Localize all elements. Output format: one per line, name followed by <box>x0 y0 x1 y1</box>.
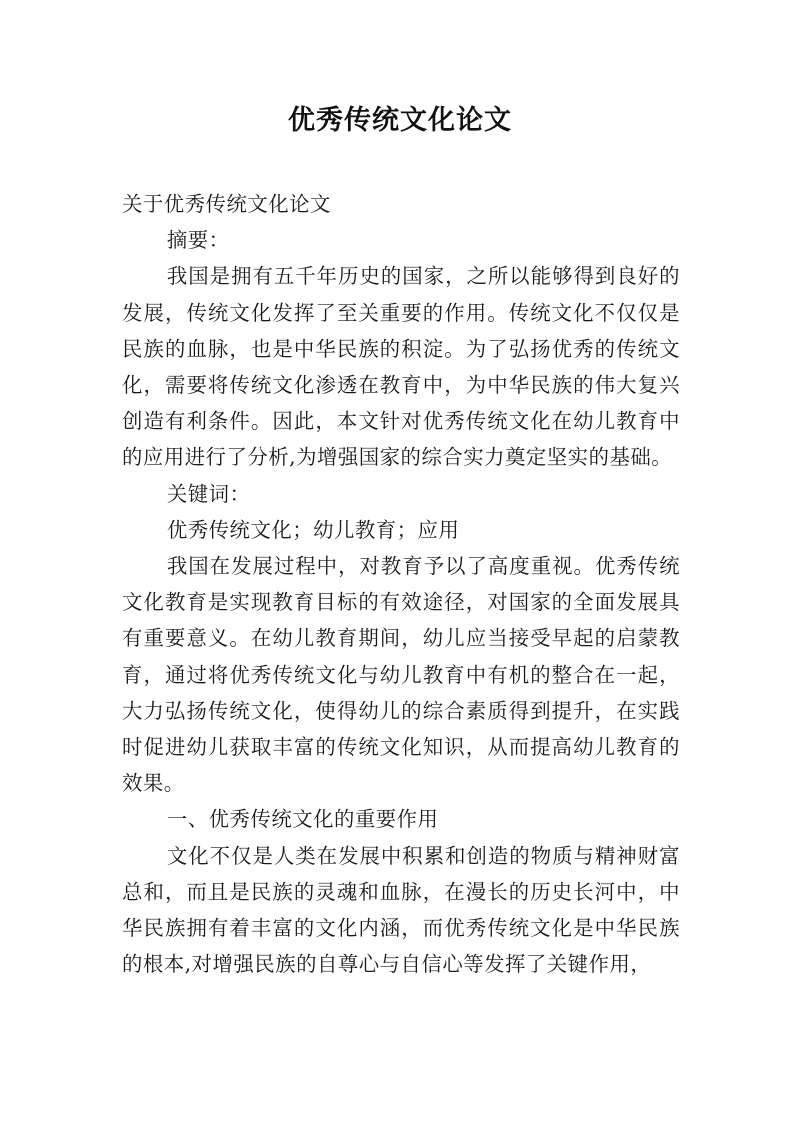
section-heading: 一、优秀传统文化的重要作用 <box>166 807 439 832</box>
keywords-label: 关键词： <box>166 481 251 506</box>
abstract-label: 摘要： <box>166 228 230 253</box>
keywords-paragraph: 优秀传统文化；幼儿教育；应用 <box>166 517 460 542</box>
intro-paragraph: 我国在发展过程中，对教育予以了高度重视。优秀传统文化教育是实现教育目标的有效途径，对国家的全面发展具有重要意义。在幼儿教育期间，幼儿应当接受早起的启蒙教育，通过将优秀传统文化与幼儿教育中有机的整合在一起，大力弘扬传统文化，使得幼儿的综合素质得到提升，在实践时促进幼儿获取丰富的传统文化知识，从而提高幼儿教育的效果。 <box>122 554 680 796</box>
document-title: 优秀传统文化论文 <box>288 105 512 136</box>
document-body <box>122 186 680 982</box>
section-paragraph: 文化不仅是人类在发展中积累和创造的物质与精神财富总和，而且是民族的灵魂和血脉，在漫长的历史长河中，中华民族拥有着丰富的文化内涵，而优秀传统文化是中华民族的根本,对增强民族的自尊心与自信心等发挥了关键作用， <box>122 843 680 977</box>
abstract-paragraph: 我国是拥有五千年历史的国家，之所以能够得到良好的发展，传统文化发挥了至关重要的作用。传统文化不仅仅是民族的血脉，也是中华民族的积淀。为了弘扬优秀的传统文化，需要将传统文化渗透在教育中，为中华民族的伟大复兴创造有利条件。因此，本文针对优秀传统文化在幼儿教育中的应用进行了分析,为增强国家的综合实力奠定坚实的基础。 <box>122 264 680 470</box>
document-subtitle: 关于优秀传统文化论文 <box>122 192 331 216</box>
